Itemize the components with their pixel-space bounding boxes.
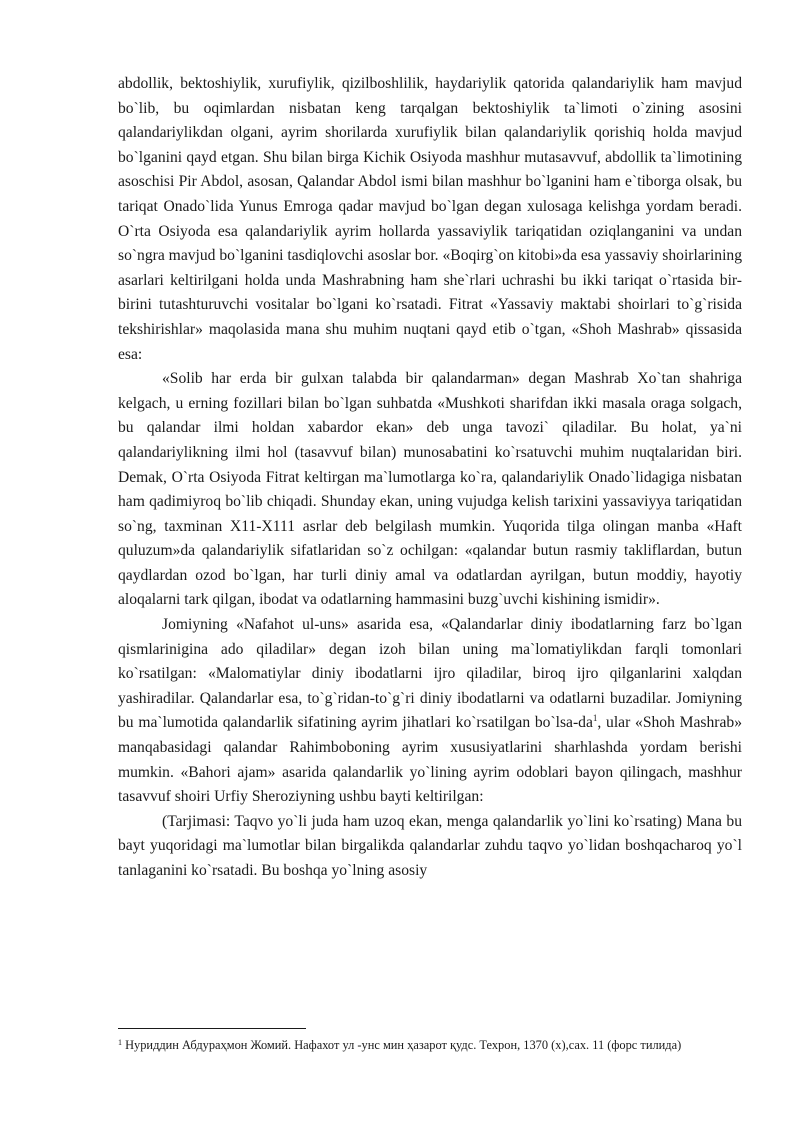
paragraph-3 [118,613,742,810]
footnote-reference[interactable]: 1 [592,713,598,724]
paragraph-4: (Tarjimasi: Taqvo yo`li juda ham uzoq ekan, menga qalandarlik yo`lini ko`rsating) Mana bu bayt yuqoridagi ma`lumotlar bilan birgalikda qalandarlar zuhdu taqvo yo`lidan boshqacharoq yo`l tanlaganini ko`rsatadi. Bu boshqa yo`lning asosiy [118,812,742,879]
paragraph-1: abdollik, bektoshiylik, xurufiylik, qizilboshlilik, haydariylik qatorida qalandariylik ham mavjud bo`lib, bu oqimlardan nisbatan keng tarqalgan bektoshiylik ta`limoti o`zining asosini qalandariylikdan olgani, ayrim shorilarda xurufiylik bilan qalandariylik qorishiq holda mavjud bo`lganini qayd etgan. Shu bilan birga Kichik Osiyoda mashhur mutasavvuf, abdollik ta`limotining asoschisi Pir Abdol, asosan, Qalandar Abdol ismi bilan mashhur bo`lganini ham e`tiborga olsak, bu tariqat Onado`lida Yunus Emroga qadar mavjud bo`lgan degan xulosaga kelishga yordam beradi. O`rta Osiyoda esa qalandariylik ayrim hollarda yassaviylik tariqatidan oziqlanganini va undan so`ngra mavjud bo`lganini tasdiqlovchi asoslar bor. «Boqirg`on kitobi»da esa yassaviy shoirlarining asarlari keltirilgani holda unda Mashrabning ham she`rlari uchrashi bu ikki tariqat o`rtasida bir-birini tutashturuvchi vositalar bo`lgani ko`rsatadi. Fitrat «Yassaviy maktabi shoirlari to`g`risida tekshirishlar» maqolasida mana shu muhim nuqtani qayd etib o`tgan, «Shoh Mashrab» qissasida esa: [118,75,742,363]
footnote-divider [118,1028,306,1029]
footnote-text: Нуриддин Абдураҳмон Жомий. Нафахот ул -унс мин ҳазарот қудс. Техрон, 1370 (х),сах. 11 (форс тилида) [122,1038,682,1052]
footnote-number: 1 [118,1038,122,1047]
paragraph-2: «Solib har erda bir gulxan talabda bir qalandarman» degan Mashrab Xo`tan shahriga kelgach, u erning fozillari bilan bo`lgan suhbatda «Mushkoti sharifdan ikki masala oraga solgach, bu qalandar ilmi holdan xabardor ekan» deb unga tavozi` qiladilar. Bu holat, ya`ni qalandariylikning ilmi hol (tasavvuf bilan) munosabatini ko`rsatuvchi muhim nuqtalaridan biri. Demak, O`rta Osiyoda Fitrat keltirgan ma`lumotlarga ko`ra, qalandariylik Onado`lidagiga nisbatan ham qadimiyroq bo`lib chiqadi. Shunday ekan, uning vujudga kelish tarixini yassaviyya tariqatidan so`ng, taxminan X11-X111 asrlar deb belgilash mumkin. Yuqorida tilga olingan manba «Haft quluzum»da qalandariylik sifatlaridan so`z ochilgan: «qalandar butun rasmiy takliflardan, butun qaydlardan ozod bo`lgan, har turli diniy amal va odatlardan ayrilgan, butun moddiy, hayotiy aloqalarni tark qilgan, ibodat va odatlarning hammasini buzg`uvchi kishining ismidir». [118,370,742,609]
paragraph-3-text-b: , ular «Shoh Mashrab» manqabasidagi qalandar Rahimboboning ayrim xususiyatlarini sharhlashda yordam berishi mumkin. «Bahori ajam» asarida qalandarlik yo`lining ayrim odoblari bayon qilingach, mashhur tasavvuf shoiri Urfiy Sheroziyning ushbu bayti keltirilgan: [118,714,742,806]
page-body [118,72,742,884]
paragraph-3-text-a: Jomiyning «Nafahot ul-uns» asarida esa, «Qalandarlar diniy ibodatlarning farz bo`lgan qismlarinigina ado qiladilar» degan izoh bilan uning ma`lomatiylikdan farqli tomonlari ko`rsatilgan: «Malomatiylar diniy ibodatlarni ijro qiladilar, biroq ijro qilganlarini xalqdan yashiradilar. Qalandarlar esa, to`g`ridan-to`g`ri diniy ibodatlarni va odatlarni buzadilar. Jomiyning bu ma`lumotida qalandarlik sifatining ayrim jihatlari ko`rsatilgan bo`lsa-da [118,616,742,732]
footnote [118,1036,758,1054]
